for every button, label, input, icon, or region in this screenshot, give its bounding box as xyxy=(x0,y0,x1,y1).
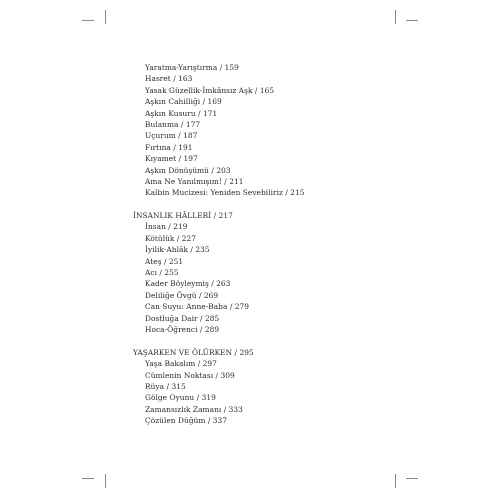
toc-entry: Kader Böyleymiş / 263 xyxy=(145,279,231,289)
toc-group-1 xyxy=(133,62,433,199)
toc-entry: Aşkın Kusuru / 171 xyxy=(145,108,218,118)
toc-entry: Yaşa Bakalım / 297 xyxy=(145,359,217,369)
toc-entry: Can Suyu: Anne-Baba / 279 xyxy=(145,302,250,312)
toc-entry: Rüya / 315 xyxy=(145,381,186,391)
toc-entry: Çözülen Düğüm / 337 xyxy=(145,416,228,426)
toc-entry: Acı / 255 xyxy=(145,268,179,278)
toc-entry: Deliliğe Övgü / 269 xyxy=(145,290,219,300)
toc-entry: Yasak Güzellik-İmkânsız Aşk / 165 xyxy=(145,85,275,95)
toc-entry: İyilik-Ahlâk / 235 xyxy=(145,245,210,255)
crop-mark-top-right-horizontal xyxy=(406,20,418,21)
crop-mark-top-left-horizontal xyxy=(82,20,94,21)
crop-mark-bottom-left-vertical xyxy=(105,474,106,488)
crop-mark-top-right-vertical xyxy=(395,10,396,24)
table-of-contents xyxy=(133,62,433,427)
toc-entry: Kötülük / 227 xyxy=(145,233,197,243)
toc-section-insanlik-halleri xyxy=(133,210,433,335)
crop-mark-top-left-vertical xyxy=(105,10,106,24)
toc-entry: Zamansızlık Zamanı / 333 xyxy=(145,404,243,414)
toc-entry: Kıyamet / 197 xyxy=(145,154,198,164)
section-heading: YAŞARKEN VE ÖLÜRKEN / 295 xyxy=(133,347,254,357)
crop-mark-bottom-right-horizontal xyxy=(406,478,418,479)
toc-section-yasarken-ve-olurken xyxy=(133,347,433,427)
toc-entry: Bulanma / 177 xyxy=(145,119,201,129)
toc-entry: İnsan / 219 xyxy=(145,222,188,232)
toc-entry: Hoca-Öğrenci / 289 xyxy=(145,324,220,334)
toc-entry: Ateş / 251 xyxy=(145,256,184,266)
crop-mark-bottom-right-vertical xyxy=(395,474,396,488)
section-spacer xyxy=(133,335,433,346)
toc-entry: Dostluğa Dair / 285 xyxy=(145,313,220,323)
toc-entry: Aşkın Dönüşümü / 203 xyxy=(145,165,231,175)
crop-mark-bottom-left-horizontal xyxy=(82,478,94,479)
section-heading: İNSANLIK HÂLLERİ / 217 xyxy=(133,211,233,221)
toc-entry: Uçurum / 187 xyxy=(145,131,198,141)
toc-entry: Cümlenin Noktası / 309 xyxy=(145,370,235,380)
toc-entry: Kalbin Mucizesi: Yeniden Sevebiliriz / 215 xyxy=(145,188,305,198)
toc-entry: Hasret / 163 xyxy=(145,74,193,84)
section-spacer xyxy=(133,199,433,210)
toc-entry: Gölge Oyunu / 319 xyxy=(145,393,216,403)
toc-entry: Yaratma-Yarıştırma / 159 xyxy=(145,63,239,72)
toc-entry: Ama Ne Yanılmışım! / 211 xyxy=(145,176,244,186)
toc-entry: Fırtına / 191 xyxy=(145,142,193,152)
toc-entry: Aşkın Cahilliği / 169 xyxy=(145,97,222,107)
